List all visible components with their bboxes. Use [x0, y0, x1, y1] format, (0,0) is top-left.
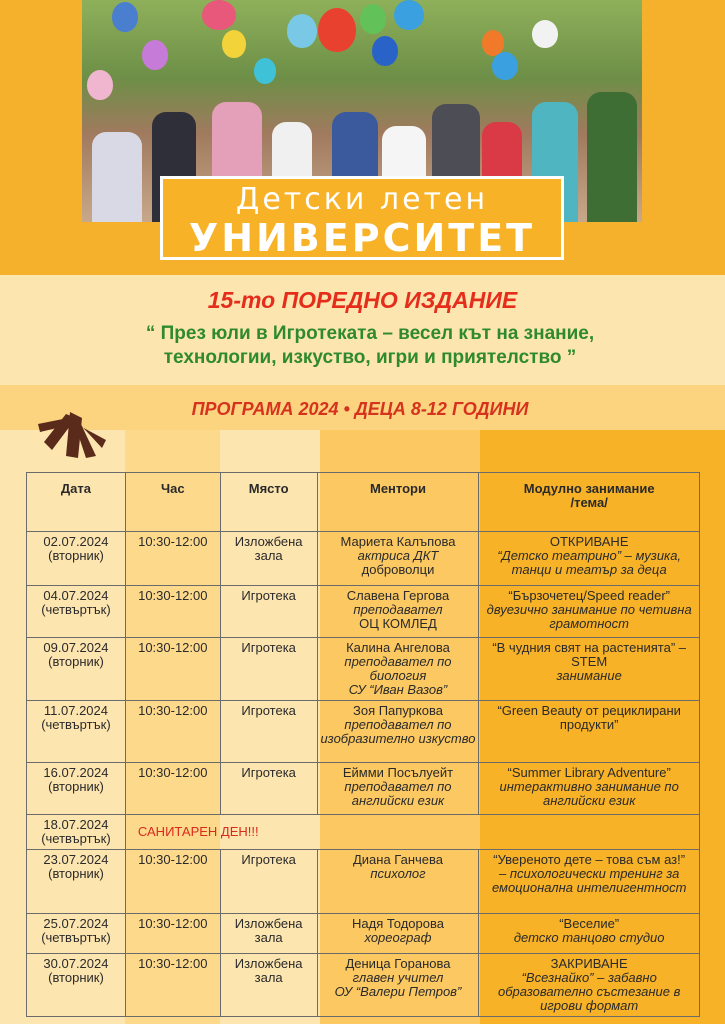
mentor-role: преподавател по английски език	[344, 779, 452, 808]
mentor-name: Калина Ангелова	[346, 640, 450, 655]
topic-title: “В чудния свят на растенията” – STEM	[492, 640, 687, 669]
date-text: 25.07.2024	[43, 916, 109, 931]
topic-detail: – психологически тренинг за емоционална интелигентност	[491, 866, 687, 895]
mentor-cell	[317, 532, 479, 586]
mentor-role: преподавател по биология	[344, 654, 452, 683]
place-cell: Игротека	[220, 586, 317, 638]
time-cell: 10:30-12:00	[125, 850, 220, 914]
mentor-cell	[317, 763, 479, 815]
mentor-extra: доброволци	[361, 562, 435, 577]
mentor-role: психолог	[370, 866, 426, 881]
topic-detail: интерактивно занимание по английски език	[499, 779, 679, 808]
mentor-cell	[317, 701, 479, 763]
date-cell	[27, 954, 126, 1017]
date-text: 11.07.2024	[43, 703, 108, 718]
mentor-cell	[317, 954, 479, 1017]
table-row	[27, 763, 700, 815]
day-text: (вторник)	[48, 779, 104, 794]
library-logo	[22, 378, 122, 478]
mentor-extra: ОЦ КОМЛЕД	[359, 616, 437, 631]
day-text: (четвъртък)	[41, 717, 111, 732]
header-module-line1: Модулно занимание	[523, 481, 655, 496]
mentor-name: Диана Ганчева	[352, 852, 443, 867]
date-text: 16.07.2024	[43, 765, 109, 780]
topic-detail: “Всезнайко” – забавно образователно състезание в игрови формат	[497, 970, 681, 1013]
date-text: 09.07.2024	[43, 640, 109, 655]
day-text: (вторник)	[48, 866, 104, 881]
topic-detail: “Детско театрино” – музика, танци и театър за деца	[497, 548, 682, 577]
table-row	[27, 586, 700, 638]
schedule-table	[26, 472, 700, 1017]
topic-title: ОТКРИВАНЕ	[549, 534, 629, 549]
motto-line1: “ През юли в Игротеката – весел кът на знание,	[145, 323, 595, 344]
topic-title: “Summer Library Adventure”	[507, 765, 671, 780]
program-heading: ПРОГРАМА 2024 • ДЕЦА 8-12 ГОДИНИ	[191, 399, 529, 419]
date-cell	[27, 815, 126, 850]
mentor-role: преподавател по изобразително изкуство	[320, 717, 476, 746]
date-cell	[27, 850, 126, 914]
header-module	[479, 473, 700, 532]
date-cell	[27, 532, 126, 586]
date-cell	[27, 586, 126, 638]
table-row	[27, 850, 700, 914]
topic-cell	[479, 586, 700, 638]
date-text: 23.07.2024	[43, 852, 109, 867]
date-text: 18.07.2024	[43, 817, 109, 832]
header-time: Час	[125, 473, 220, 532]
day-text: (четвъртък)	[41, 602, 111, 617]
topic-cell	[479, 532, 700, 586]
time-cell: 10:30-12:00	[125, 701, 220, 763]
time-cell: 10:30-12:00	[125, 954, 220, 1017]
title-box	[160, 176, 564, 260]
title-line2: УНИВЕРСИТЕТ	[188, 216, 536, 260]
day-text: (вторник)	[48, 654, 104, 669]
date-text: 30.07.2024	[43, 956, 109, 971]
place-cell: Изложбена зала	[220, 914, 317, 954]
topic-detail: детско танцово студио	[513, 930, 665, 945]
topic-cell	[479, 954, 700, 1017]
date-cell	[27, 701, 126, 763]
date-text: 04.07.2024	[43, 588, 109, 603]
topic-cell	[479, 638, 700, 701]
header-module-line2: /тема/	[570, 495, 608, 510]
table-row	[27, 532, 700, 586]
topic-title: ЗАКРИВАНЕ	[550, 956, 628, 971]
table-row-sanitary-day	[27, 815, 700, 850]
mentor-name: Мариета Калъпова	[340, 534, 456, 549]
time-cell: 10:30-12:00	[125, 532, 220, 586]
motto-text	[40, 322, 700, 370]
edition-heading: 15-то ПОРЕДНО ИЗДАНИЕ	[207, 287, 518, 313]
time-cell: 10:30-12:00	[125, 586, 220, 638]
topic-title: “Увереното дете – това съм аз!”	[493, 852, 686, 867]
table-row	[27, 954, 700, 1017]
mentor-cell	[317, 850, 479, 914]
mentor-cell	[317, 914, 479, 954]
date-text: 02.07.2024	[43, 534, 109, 549]
topic-cell	[479, 850, 700, 914]
place-cell: Игротека	[220, 638, 317, 701]
mentor-name: Зоя Папуркова	[352, 703, 443, 718]
place-cell: Изложбена зала	[220, 532, 317, 586]
topic-cell	[479, 701, 700, 763]
day-text: (четвъртък)	[41, 831, 111, 846]
date-cell	[27, 763, 126, 815]
date-cell	[27, 638, 126, 701]
topic-cell	[479, 763, 700, 815]
place-cell: Игротека	[220, 850, 317, 914]
header-mentors: Ментори	[317, 473, 479, 532]
table-row	[27, 638, 700, 701]
sanitary-day-note: САНИТАРЕН ДЕН!!!	[125, 815, 699, 850]
date-cell	[27, 914, 126, 954]
mentor-name: Деница Горанова	[345, 956, 451, 971]
time-cell: 10:30-12:00	[125, 638, 220, 701]
mentor-name: Еймми Посълуейт	[342, 765, 454, 780]
time-cell: 10:30-12:00	[125, 763, 220, 815]
motto-line2: технологии, изкуство, игри и приятелство ”	[163, 347, 577, 368]
topic-title: “Бързочетец/Speed reader”	[508, 588, 670, 603]
day-text: (вторник)	[48, 970, 104, 985]
mentor-role: актриса ДКТ	[357, 548, 439, 563]
mentor-extra: ОУ “Валери Петров”	[334, 984, 462, 999]
table-row	[27, 701, 700, 763]
mentor-cell	[317, 638, 479, 701]
mentor-role: преподавател	[353, 602, 443, 617]
table-header-row	[27, 473, 700, 532]
mentor-role: хореограф	[364, 930, 432, 945]
topic-title: “Веселие”	[559, 916, 620, 931]
place-cell: Игротека	[220, 701, 317, 763]
topic-title: “Green Beauty от рециклирани продукти”	[497, 703, 681, 732]
mentor-cell	[317, 586, 479, 638]
mentor-name: Надя Тодорова	[351, 916, 444, 931]
place-cell: Изложбена зала	[220, 954, 317, 1017]
day-text: (вторник)	[48, 548, 104, 563]
place-cell: Игротека	[220, 763, 317, 815]
header-place: Място	[220, 473, 317, 532]
topic-cell	[479, 914, 700, 954]
time-cell: 10:30-12:00	[125, 914, 220, 954]
title-line1: Детски летен	[235, 182, 489, 217]
mentor-role: главен учител	[352, 970, 444, 985]
header-date: Дата	[27, 473, 126, 532]
topic-detail: занимание	[556, 668, 622, 683]
day-text: (четвъртък)	[41, 930, 111, 945]
mentor-name: Славена Гергова	[346, 588, 450, 603]
table-row	[27, 914, 700, 954]
topic-detail: двуезично занимание по четивна грамотност	[486, 602, 692, 631]
mentor-extra: СУ “Иван Вазов”	[348, 682, 448, 697]
